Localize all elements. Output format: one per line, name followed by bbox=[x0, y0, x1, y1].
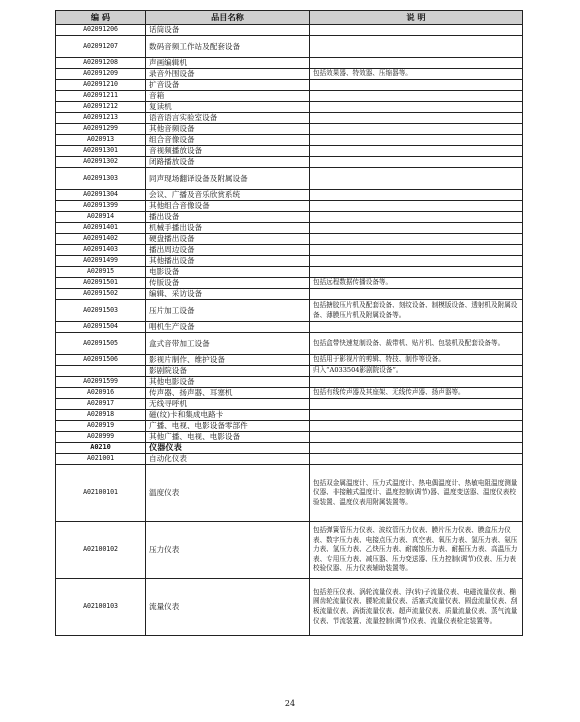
item-note: 包括弹簧管压力仪表、波纹管压力仪表、膜片压力仪表、膜盒压力仪表、数字压力表、电接点压力表、真空表、氧压力表、氢压力表、氨压力表、氢压力表、乙炔压力表、耐腐蚀压力表、耐振压力表、高温压力表、专用压力表、减压器、压力变送器、压力控制(调节)仪表、压力表校验仪器、压力仪表辅助装置等。 bbox=[310, 522, 523, 579]
item-note bbox=[310, 146, 523, 157]
item-name: 数码音频工作站及配套设备 bbox=[146, 36, 310, 58]
table-row bbox=[56, 58, 523, 69]
item-name: 其他组合音像设备 bbox=[146, 201, 310, 212]
item-name: 话筒设备 bbox=[146, 25, 310, 36]
item-code: A02091504 bbox=[56, 322, 146, 333]
table-row bbox=[56, 421, 523, 432]
item-code: A02091403 bbox=[56, 245, 146, 256]
item-code: A02091599 bbox=[56, 377, 146, 388]
item-note: 归入“A033504影剧院设备”。 bbox=[310, 366, 523, 377]
item-code: A020913 bbox=[56, 135, 146, 146]
item-name: 盒式音带加工设备 bbox=[146, 333, 310, 355]
item-note bbox=[310, 399, 523, 410]
table-row bbox=[56, 522, 523, 579]
item-note bbox=[310, 256, 523, 267]
table-row bbox=[56, 579, 523, 636]
item-name: 流量仪表 bbox=[146, 579, 310, 636]
page-number: 24 bbox=[284, 699, 296, 708]
item-name: 声画编辑机 bbox=[146, 58, 310, 69]
item-note: 包括有线传声器及其座架、无线传声器、扬声器等。 bbox=[310, 388, 523, 399]
table-row bbox=[56, 333, 523, 355]
item-note bbox=[310, 212, 523, 223]
item-code bbox=[56, 366, 146, 377]
item-code: A02091399 bbox=[56, 201, 146, 212]
table-row bbox=[56, 388, 523, 399]
item-name: 编辑、采访设备 bbox=[146, 289, 310, 300]
item-name: 扩音设备 bbox=[146, 80, 310, 91]
table-row bbox=[56, 135, 523, 146]
item-note: 包括效果器、特效器、压缩器等。 bbox=[310, 69, 523, 80]
item-code: A02091502 bbox=[56, 289, 146, 300]
table-row bbox=[56, 399, 523, 410]
table-row bbox=[56, 212, 523, 223]
item-note bbox=[310, 322, 523, 333]
table-row bbox=[56, 289, 523, 300]
item-name: 传版设备 bbox=[146, 278, 310, 289]
table-row bbox=[56, 245, 523, 256]
item-note bbox=[310, 454, 523, 465]
item-note bbox=[310, 377, 523, 388]
item-name: 影视片制作、维护设备 bbox=[146, 355, 310, 366]
table-row bbox=[56, 146, 523, 157]
item-note bbox=[310, 124, 523, 135]
item-name: 其他音频设备 bbox=[146, 124, 310, 135]
item-name: 广播、电视、电影设备零部件 bbox=[146, 421, 310, 432]
item-note bbox=[310, 190, 523, 201]
table-row bbox=[56, 190, 523, 201]
item-name: 其他广播、电视、电影设备 bbox=[146, 432, 310, 443]
item-code: A02091302 bbox=[56, 157, 146, 168]
table-row bbox=[56, 25, 523, 36]
item-note bbox=[310, 80, 523, 91]
item-name: 压力仪表 bbox=[146, 522, 310, 579]
item-code: A02091207 bbox=[56, 36, 146, 58]
item-code: A02091210 bbox=[56, 80, 146, 91]
item-code: A02091209 bbox=[56, 69, 146, 80]
item-code: A02100103 bbox=[56, 579, 146, 636]
item-note: 包括用于影视片的剪辑、特技、制作等设备。 bbox=[310, 355, 523, 366]
table-row bbox=[56, 432, 523, 443]
item-note bbox=[310, 91, 523, 102]
table-row bbox=[56, 465, 523, 522]
item-code: A02091303 bbox=[56, 168, 146, 190]
table-row bbox=[56, 366, 523, 377]
item-note bbox=[310, 432, 523, 443]
catalog-table bbox=[55, 10, 523, 636]
item-name: 传声器、扬声器、耳塞机 bbox=[146, 388, 310, 399]
table-row bbox=[56, 454, 523, 465]
item-note: 包括盒带快速复制设备、裁带机、贴片机、包装机及配套设备等。 bbox=[310, 333, 523, 355]
item-note bbox=[310, 168, 523, 190]
item-code: A020917 bbox=[56, 399, 146, 410]
table-row bbox=[56, 80, 523, 91]
item-note bbox=[310, 102, 523, 113]
item-name: 复读机 bbox=[146, 102, 310, 113]
header-code: 编 码 bbox=[56, 11, 146, 25]
item-code: A02091208 bbox=[56, 58, 146, 69]
item-code: A020999 bbox=[56, 432, 146, 443]
item-note bbox=[310, 245, 523, 256]
item-code: A02100101 bbox=[56, 465, 146, 522]
item-name: 硬盘播出设备 bbox=[146, 234, 310, 245]
item-name: 压片加工设备 bbox=[146, 300, 310, 322]
table-row bbox=[56, 201, 523, 212]
item-name: 磁(纹)卡和集成电路卡 bbox=[146, 410, 310, 421]
item-note bbox=[310, 36, 523, 58]
item-code: A02091304 bbox=[56, 190, 146, 201]
table-row bbox=[56, 377, 523, 388]
item-note: 包括远程数据传播设备等。 bbox=[310, 278, 523, 289]
item-name: 唱机生产设备 bbox=[146, 322, 310, 333]
header-note: 说 明 bbox=[310, 11, 523, 25]
item-note: 包括双金属温度计、压力式温度计、热电偶温度计、热敏电阻温度测量仪器、非接触式温度计、温度控制(调节)器、温度变送器、温度仪表校验装置、温度仪表用附属装置等。 bbox=[310, 465, 523, 522]
item-name: 其他播出设备 bbox=[146, 256, 310, 267]
item-name: 机械手播出设备 bbox=[146, 223, 310, 234]
item-name: 仪器仪表 bbox=[146, 443, 310, 454]
table-row bbox=[56, 124, 523, 135]
table-row bbox=[56, 256, 523, 267]
item-name: 其他电影设备 bbox=[146, 377, 310, 388]
item-note bbox=[310, 201, 523, 212]
table-row bbox=[56, 168, 523, 190]
item-code: A0210 bbox=[56, 443, 146, 454]
item-code: A021001 bbox=[56, 454, 146, 465]
item-name: 组合音像设备 bbox=[146, 135, 310, 146]
table-row bbox=[56, 91, 523, 102]
table-header-row bbox=[56, 11, 523, 25]
item-note bbox=[310, 410, 523, 421]
item-code: A02091499 bbox=[56, 256, 146, 267]
item-name: 会议、广播及音乐欣赏系统 bbox=[146, 190, 310, 201]
item-code: A02091213 bbox=[56, 113, 146, 124]
item-note bbox=[310, 58, 523, 69]
item-code: A020916 bbox=[56, 388, 146, 399]
item-code: A02091506 bbox=[56, 355, 146, 366]
item-code: A02091301 bbox=[56, 146, 146, 157]
item-code: A02091503 bbox=[56, 300, 146, 322]
item-name: 同声现场翻译设备及附属设备 bbox=[146, 168, 310, 190]
item-note bbox=[310, 135, 523, 146]
table-row bbox=[56, 410, 523, 421]
item-name: 录音外围设备 bbox=[146, 69, 310, 80]
item-code: A02091402 bbox=[56, 234, 146, 245]
item-code: A020914 bbox=[56, 212, 146, 223]
table-row bbox=[56, 36, 523, 58]
item-code: A02091505 bbox=[56, 333, 146, 355]
item-name: 影剧院设备 bbox=[146, 366, 310, 377]
table-row bbox=[56, 355, 523, 366]
item-code: A02091212 bbox=[56, 102, 146, 113]
table-row bbox=[56, 113, 523, 124]
table-row bbox=[56, 223, 523, 234]
item-name: 音箱 bbox=[146, 91, 310, 102]
item-code: A02091501 bbox=[56, 278, 146, 289]
item-note bbox=[310, 157, 523, 168]
table-row bbox=[56, 267, 523, 278]
item-name: 自动化仪表 bbox=[146, 454, 310, 465]
item-name: 电影设备 bbox=[146, 267, 310, 278]
item-name: 播出设备 bbox=[146, 212, 310, 223]
table-row bbox=[56, 102, 523, 113]
item-code: A02091299 bbox=[56, 124, 146, 135]
item-note bbox=[310, 25, 523, 36]
item-name: 播出周边设备 bbox=[146, 245, 310, 256]
item-code: A020918 bbox=[56, 410, 146, 421]
table-row bbox=[56, 278, 523, 289]
item-note bbox=[310, 443, 523, 454]
item-note: 包括差压仪表、涡轮流量仪表、浮(转)子流量仪表、电磁流量仪表、椭圆齿轮流量仪表、腰轮流量仪表、活塞式流量仪表、圆盘流量仪表、刮板流量仪表、涡街流量仪表、超声流量仪表、质量流量仪表、蒸气流量仪表、节流装置、流量控制(调节)仪表、流量仪表检定装置等。 bbox=[310, 579, 523, 636]
item-note bbox=[310, 421, 523, 432]
item-name: 音视频播放设备 bbox=[146, 146, 310, 157]
table-row bbox=[56, 322, 523, 333]
item-note bbox=[310, 267, 523, 278]
item-name: 闭路播放设备 bbox=[146, 157, 310, 168]
item-name: 无线寻呼机 bbox=[146, 399, 310, 410]
table-row bbox=[56, 234, 523, 245]
item-note bbox=[310, 234, 523, 245]
table-row bbox=[56, 69, 523, 80]
item-code: A02100102 bbox=[56, 522, 146, 579]
item-note bbox=[310, 289, 523, 300]
item-code: A02091206 bbox=[56, 25, 146, 36]
item-code: A02091401 bbox=[56, 223, 146, 234]
item-note bbox=[310, 113, 523, 124]
table-row bbox=[56, 157, 523, 168]
header-name: 品目名称 bbox=[146, 11, 310, 25]
item-code: A02091211 bbox=[56, 91, 146, 102]
table-row bbox=[56, 300, 523, 322]
item-code: A020919 bbox=[56, 421, 146, 432]
item-name: 语音语言实验室设备 bbox=[146, 113, 310, 124]
table-body bbox=[56, 25, 523, 636]
table-row bbox=[56, 443, 523, 454]
item-note bbox=[310, 223, 523, 234]
item-code: A020915 bbox=[56, 267, 146, 278]
item-name: 温度仪表 bbox=[146, 465, 310, 522]
item-note: 包括搪胶压片机及配套设备、刻纹设备、制模版设备、透射机及附属设备、薄膜压片机及附属设备等。 bbox=[310, 300, 523, 322]
